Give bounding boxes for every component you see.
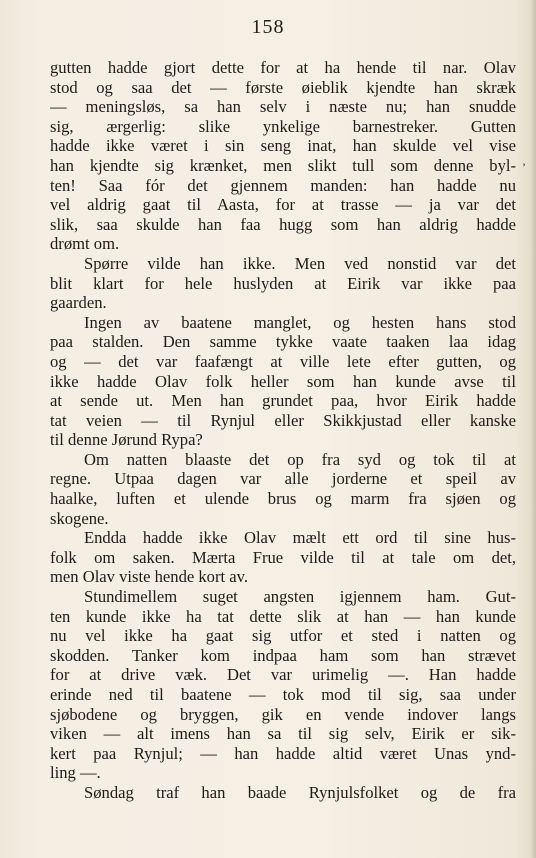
text-line: — meningsløs, sa han selv i næste nu; han snudde <box>50 97 516 117</box>
text-line: regne. Utpaa dagen var alle jorderne et speil av <box>50 469 516 489</box>
text-line: Stundimellem suget angsten igjennem ham. Gut- <box>84 587 516 607</box>
page-edge-shadow <box>530 0 536 858</box>
page-number: 158 <box>251 16 285 38</box>
text-line: ten kunde ikke ha tat dette slik at han — han kunde <box>50 606 516 626</box>
text-line: ling —. <box>50 763 101 783</box>
text-line: stod og saa det — første øieblik kjendte han skræk <box>50 77 516 97</box>
text-line: Søndag traf han baade Rynjulsfolket og de fra <box>84 782 516 802</box>
text-line: tat veien — til Rynjul eller Skikkjustad eller kanske <box>50 410 516 430</box>
text-line: for at drive væk. Det var urimelig —. Han hadde <box>50 665 516 685</box>
text-line: drømt om. <box>50 234 120 254</box>
text-line: til denne Jørund Rypa? <box>50 430 203 450</box>
text-line: slik, saa skulde han faa hugg som han aldrig hadde <box>50 214 516 234</box>
text-line: skodden. Tanker kom indpaa ham som han strævet <box>50 645 516 665</box>
text-line: paa stalden. Den samme tykke vaate taaken laa idag <box>50 332 516 352</box>
text-line: kert paa Rynjul; — han hadde altid været Unas ynd- <box>50 743 516 763</box>
text-line: erinde ned til baatene — tok mod til sig, saa under <box>50 685 516 704</box>
text-line: hadde ikke været i sin seng inat, han skulde vel vise <box>50 136 516 156</box>
text-line: ikke hadde Olav folk heller som han kunde avse til <box>50 371 516 391</box>
text-line: blit klart for hele huslyden at Eirik var ikke paa <box>50 273 516 293</box>
text-line: men Olav viste hende kort av. <box>50 567 248 587</box>
text-line: vel aldrig gaat til Aasta, for at trasse — ja var det <box>50 195 516 215</box>
text-line: folk om saken. Mærta Frue vilde til at tale om det, <box>50 547 516 567</box>
text-line: viken — alt imens han sa til sig selv, Eirik er sik- <box>50 724 516 744</box>
text-line: Endda hadde ikke Olav mælt ett ord til sine hus- <box>84 528 516 548</box>
text-line: haalke, luften et ulende brus og marm fra sjøen og <box>50 489 516 509</box>
text-line: Ingen av baatene manglet, og hesten hans stod <box>84 312 516 332</box>
body-text <box>50 58 516 803</box>
text-line: Spørre vilde han ikke. Men ved nonstid var det <box>84 253 516 273</box>
text-line: nu vel ikke ha gaat sig utfor et sted i natten og <box>50 626 516 646</box>
text-line: gutten hadde gjort dette for at ha hende til nar. Olav <box>50 58 516 77</box>
text-line: han kjendte sig krænket, men slikt tull som denne byl- <box>50 155 516 175</box>
text-line: skogene. <box>50 508 109 528</box>
text-line: gaarden. <box>50 293 107 313</box>
text-line: og — det var faafængt at ville lete efter gutten, og <box>50 351 516 371</box>
text-line: sig, ærgerlig: slike ynkelige barnestreker. Gutten <box>50 116 516 136</box>
margin-mark: ’ <box>522 160 526 174</box>
text-line: ten! Saa fór det gjennem manden: han hadde nu <box>50 175 516 195</box>
text-line: sjøbodene og bryggen, gik en vende indover langs <box>50 704 516 724</box>
text-line: Om natten blaaste det op fra syd og tok til at <box>84 449 516 469</box>
text-line: at sende ut. Men han grundet paa, hvor Eirik hadde <box>50 391 516 411</box>
